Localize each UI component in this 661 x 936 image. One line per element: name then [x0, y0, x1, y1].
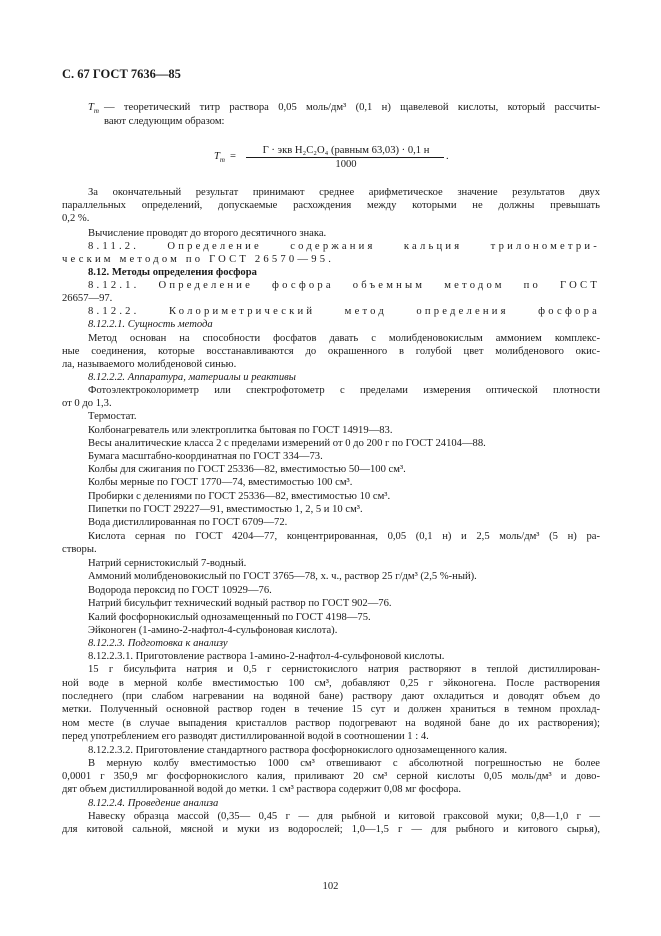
text-line: Колбонагреватель или электроплитка бытовая по ГОСТ 14919—83.: [88, 425, 393, 436]
formula-numerator: Г · экв H₂C₂O₄ (равным 63,03) · 0,1 н: [262, 145, 430, 156]
subsection-heading: 8.12.2.3. Подготовка к анализу: [88, 638, 228, 649]
text-line: дят объем дистиллированной водой до метки. 1 см³ раствора содержит 0,08 мг фосфора.: [62, 784, 461, 795]
text-line: ном месте (в случае выпадения кристаллов раствор подогревают на водяной бане до их растворения);: [62, 718, 600, 729]
text-line: Весы аналитические класса 2 с пределами измерений от 0 до 200 г по ГОСТ 24104—88.: [88, 438, 486, 449]
text-line: За окончательный результат принимают среднее арифметическое значение результатов двух: [88, 187, 600, 198]
formula-equals: =: [230, 151, 236, 162]
text-line: В мерную колбу вместимостью 1000 см³ отвешивают с абсолютной погрешностью не более: [88, 758, 600, 769]
text-line: 0,0001 г 350,9 мг фосфорнокислого калия, приливают 20 см³ серной кислоты 0,05 моль/дм³ и дово-: [62, 771, 600, 782]
fraction-bar: [246, 157, 444, 158]
section-heading-8-12-2: 8.12.2. Колориметрический метод определения фосфора: [88, 306, 600, 317]
text-line: Колбы для сжигания по ГОСТ 25336—82, вместимостью 50—100 см³.: [88, 464, 406, 475]
text-line: Кислота серная по ГОСТ 4204—77, концентрированная, 0,05 (0,1 н) и 2,5 моль/дм³ (5 н) ра-: [88, 531, 600, 542]
page-header: С. 67 ГОСТ 7636—85: [62, 67, 181, 81]
section-heading-8-11-2: 8.11.2. Определение содержания кальция трилонометри-: [88, 241, 600, 252]
subsection-heading: 8.12.2.1. Сущность метода: [88, 319, 213, 330]
tt-definition-line: — теоретический титр раствора 0,05 моль/дм³ (0,1 н) щавелевой кислоты, который рассчиты-: [104, 102, 600, 113]
text-line: Вода дистиллированная по ГОСТ 6709—72.: [88, 517, 288, 528]
page-number: 102: [322, 881, 339, 892]
text-line: метки. Полученный основной раствор годен в течение 15 сут и должен храниться в темном прохлад-: [62, 704, 600, 715]
text-line: Вычисление проводят до второго десятичного знака.: [88, 228, 327, 239]
text-line: Пипетки по ГОСТ 29227—91, вместимостью 1, 2, 5 и 10 см³.: [88, 504, 363, 515]
text-line: параллельных определений, допускаемые расхождения между которыми не должны превышать: [62, 200, 600, 211]
text-line: перед употреблением его разводят дистиллированной водой в соотношении 1 : 4.: [62, 731, 429, 742]
text-line: Навеску образца массой (0,35— 0,45 г — для рыбной и китовой граксовой муки; 0,8—1,0 г —: [88, 811, 600, 822]
formula-period: .: [446, 151, 449, 162]
subsection-heading: 8.12.2.2. Аппаратура, материалы и реактивы: [88, 372, 296, 383]
text-line: Натрий бисульфит технический водный раствор по ГОСТ 902—76.: [88, 598, 392, 609]
text-line: для китовой сальной, мясной и муки из водорослей; 1,0—1,5 г — для рыбного и китового сырья),: [62, 824, 600, 835]
text-line: Пробирки с делениями по ГОСТ 25336—82, вместимостью 10 см³.: [88, 491, 391, 502]
text-line: от 0 до 1,3.: [62, 398, 112, 409]
text-line: створы.: [62, 544, 97, 555]
text-line: Водорода пероксид по ГОСТ 10929—76.: [88, 585, 272, 596]
text-line: Фотоэлектроколориметр или спектрофотометр с пределами измерения оптической плотности: [88, 385, 600, 396]
text-line: Аммоний молибденовокислый по ГОСТ 3765—78, х. ч., раствор 25 г/дм³ (2,5 %-ный).: [88, 571, 477, 582]
text-line: 8.12.2.3.2. Приготовление стандартного раствора фосфорнокислого однозамещенного калия.: [88, 745, 507, 756]
text-line: Термостат.: [88, 411, 137, 422]
tt-symbol: $T_т$: [88, 102, 99, 116]
text-line: 15 г бисульфита натрия и 0,5 г сернистокислого натрия растворяют в теплой дистиллирован-: [88, 664, 600, 675]
section-heading-8-12-1: 8.12.1. Определение фосфора объемным методом по ГОСТ: [88, 280, 600, 291]
text-line: Калий фосфорнокислый однозамещенный по ГОСТ 4198—75.: [88, 612, 371, 623]
text-line: Натрий сернистокислый 7-водный.: [88, 558, 247, 569]
text-line: Эйконоген (1-амино-2-нафтол-4-сульфоновая кислота).: [88, 625, 338, 636]
text-line: 26657—97.: [62, 293, 113, 304]
tt-definition-line: вают следующим образом:: [104, 116, 225, 127]
section-heading-8-12: 8.12. Методы определения фосфора: [88, 267, 257, 278]
section-heading-8-11-2-cont: ческим методом по ГОСТ 26570—95.: [62, 254, 335, 265]
text-line: Метод основан на способности фосфатов давать с молибденовокислым аммонием комплекс-: [88, 333, 600, 344]
text-line: 8.12.2.3.1. Приготовление раствора 1-амино-2-нафтол-4-сульфоновой кислоты.: [88, 651, 445, 662]
text-line: последнего (при слабом нагревании на водяной бане) раствору дают охладиться и доводят объем до: [62, 691, 600, 702]
text-line: Бумага масштабно-координатная по ГОСТ 334—73.: [88, 451, 323, 462]
text-line: 0,2 %.: [62, 213, 90, 224]
text-line: ной воде в мерной колбе вместимостью 100 см³, добавляют 0,25 г эйконогена. После растворения: [62, 678, 600, 689]
text-line: Колбы мерные по ГОСТ 1770—74, вместимостью 100 см³.: [88, 477, 353, 488]
text-line: ла, называемого молибденовой синью.: [62, 359, 237, 370]
formula-denominator: 1000: [335, 159, 357, 170]
subsection-heading: 8.12.2.4. Проведение анализа: [88, 798, 219, 809]
formula-lhs: $T_т$: [214, 151, 225, 165]
text-line: ные соединения, которые восстанавливаются до окрашенного в голубой цвет молибденового окис-: [62, 346, 600, 357]
